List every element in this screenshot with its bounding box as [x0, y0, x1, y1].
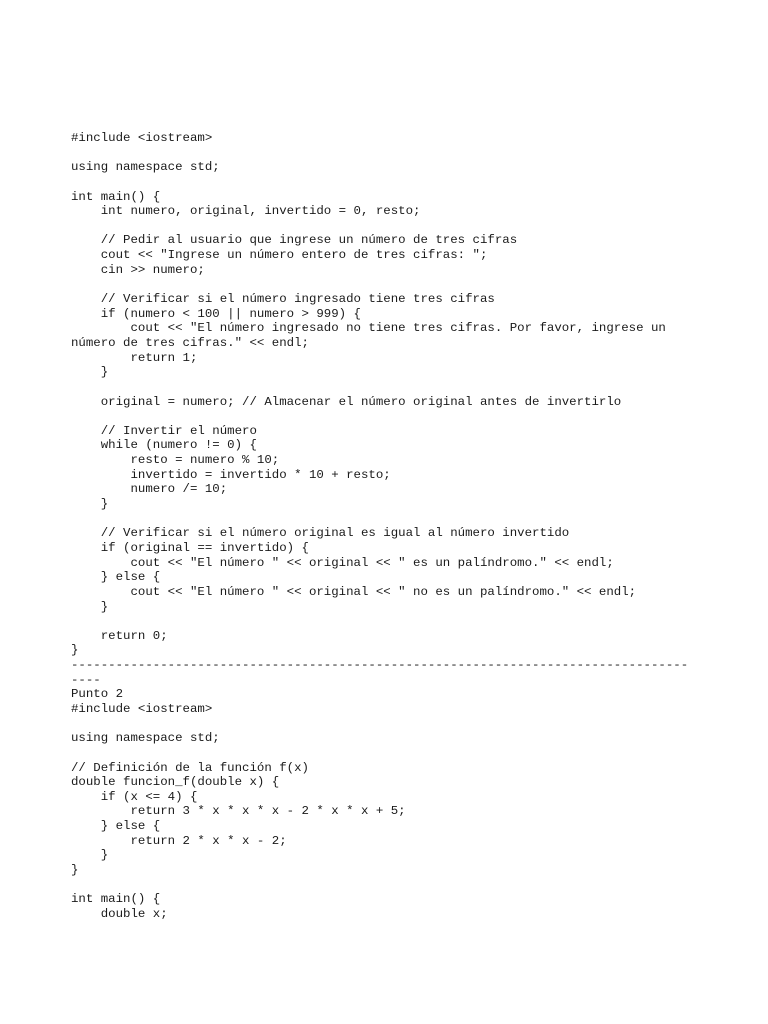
code-line: cout << "Ingrese un número entero de tres cifras: "; [71, 248, 488, 263]
code-line: original = numero; // Almacenar el número original antes de invertirlo [71, 394, 622, 409]
code-line: ---- [71, 672, 101, 687]
code-line: using namespace std; [71, 160, 220, 175]
code-line: } [71, 848, 109, 863]
code-line: return 0; [71, 628, 168, 643]
code-line: // Invertir el número [71, 423, 257, 438]
code-line [71, 277, 688, 292]
code-line: numero /= 10; [71, 482, 228, 497]
code-line: número de tres cifras." << endl; [71, 335, 309, 350]
code-line: } [71, 643, 79, 658]
code-line [71, 146, 688, 161]
code-line: // Verificar si el número original es igual al número invertido [71, 526, 570, 541]
code-line: ----------------------------------------------------------------------------------- [71, 658, 689, 673]
code-line: cout << "El número ingresado no tiene tres cifras. Por favor, ingrese un [71, 321, 666, 336]
code-line: } [71, 599, 109, 614]
code-line [71, 878, 688, 893]
code-line: if (x <= 4) { [71, 789, 198, 804]
code-line [71, 512, 688, 527]
code-line [71, 219, 688, 234]
code-line: return 1; [71, 350, 198, 365]
code-line [71, 717, 688, 732]
code-line: resto = numero % 10; [71, 453, 280, 468]
code-line: } else { [71, 819, 161, 834]
code-line: } [71, 365, 109, 380]
code-line: // Definición de la función f(x) [71, 760, 309, 775]
code-line: using namespace std; [71, 731, 220, 746]
code-line: } [71, 863, 79, 878]
code-listing [71, 131, 688, 922]
code-line [71, 409, 688, 424]
code-line: #include <iostream> [71, 701, 213, 716]
code-line: // Pedir al usuario que ingrese un número de tres cifras [71, 233, 518, 248]
code-line: double x; [71, 906, 168, 921]
code-line: // Verificar si el número ingresado tiene tres cifras [71, 292, 495, 307]
code-line: return 3 * x * x * x - 2 * x * x + 5; [71, 804, 406, 819]
code-line: } [71, 497, 109, 512]
code-line [71, 746, 688, 761]
code-line: return 2 * x * x - 2; [71, 833, 287, 848]
code-line: int main() { [71, 892, 161, 907]
code-line [71, 380, 688, 395]
code-line: if (numero < 100 || numero > 999) { [71, 306, 361, 321]
code-line: invertido = invertido * 10 + resto; [71, 467, 391, 482]
code-line: double funcion_f(double x) { [71, 775, 280, 790]
code-line: while (numero != 0) { [71, 438, 257, 453]
code-line: cout << "El número " << original << " no es un palíndromo." << endl; [71, 584, 637, 599]
code-line: cin >> numero; [71, 262, 205, 277]
code-line: } else { [71, 570, 161, 585]
code-line: int numero, original, invertido = 0, resto; [71, 204, 421, 219]
code-line: cout << "El número " << original << " es un palíndromo." << endl; [71, 555, 614, 570]
code-line: int main() { [71, 189, 161, 204]
code-line [71, 614, 688, 629]
code-line: if (original == invertido) { [71, 540, 309, 555]
code-line: #include <iostream> [71, 131, 213, 145]
code-line: Punto 2 [71, 687, 124, 702]
code-line [71, 175, 688, 190]
